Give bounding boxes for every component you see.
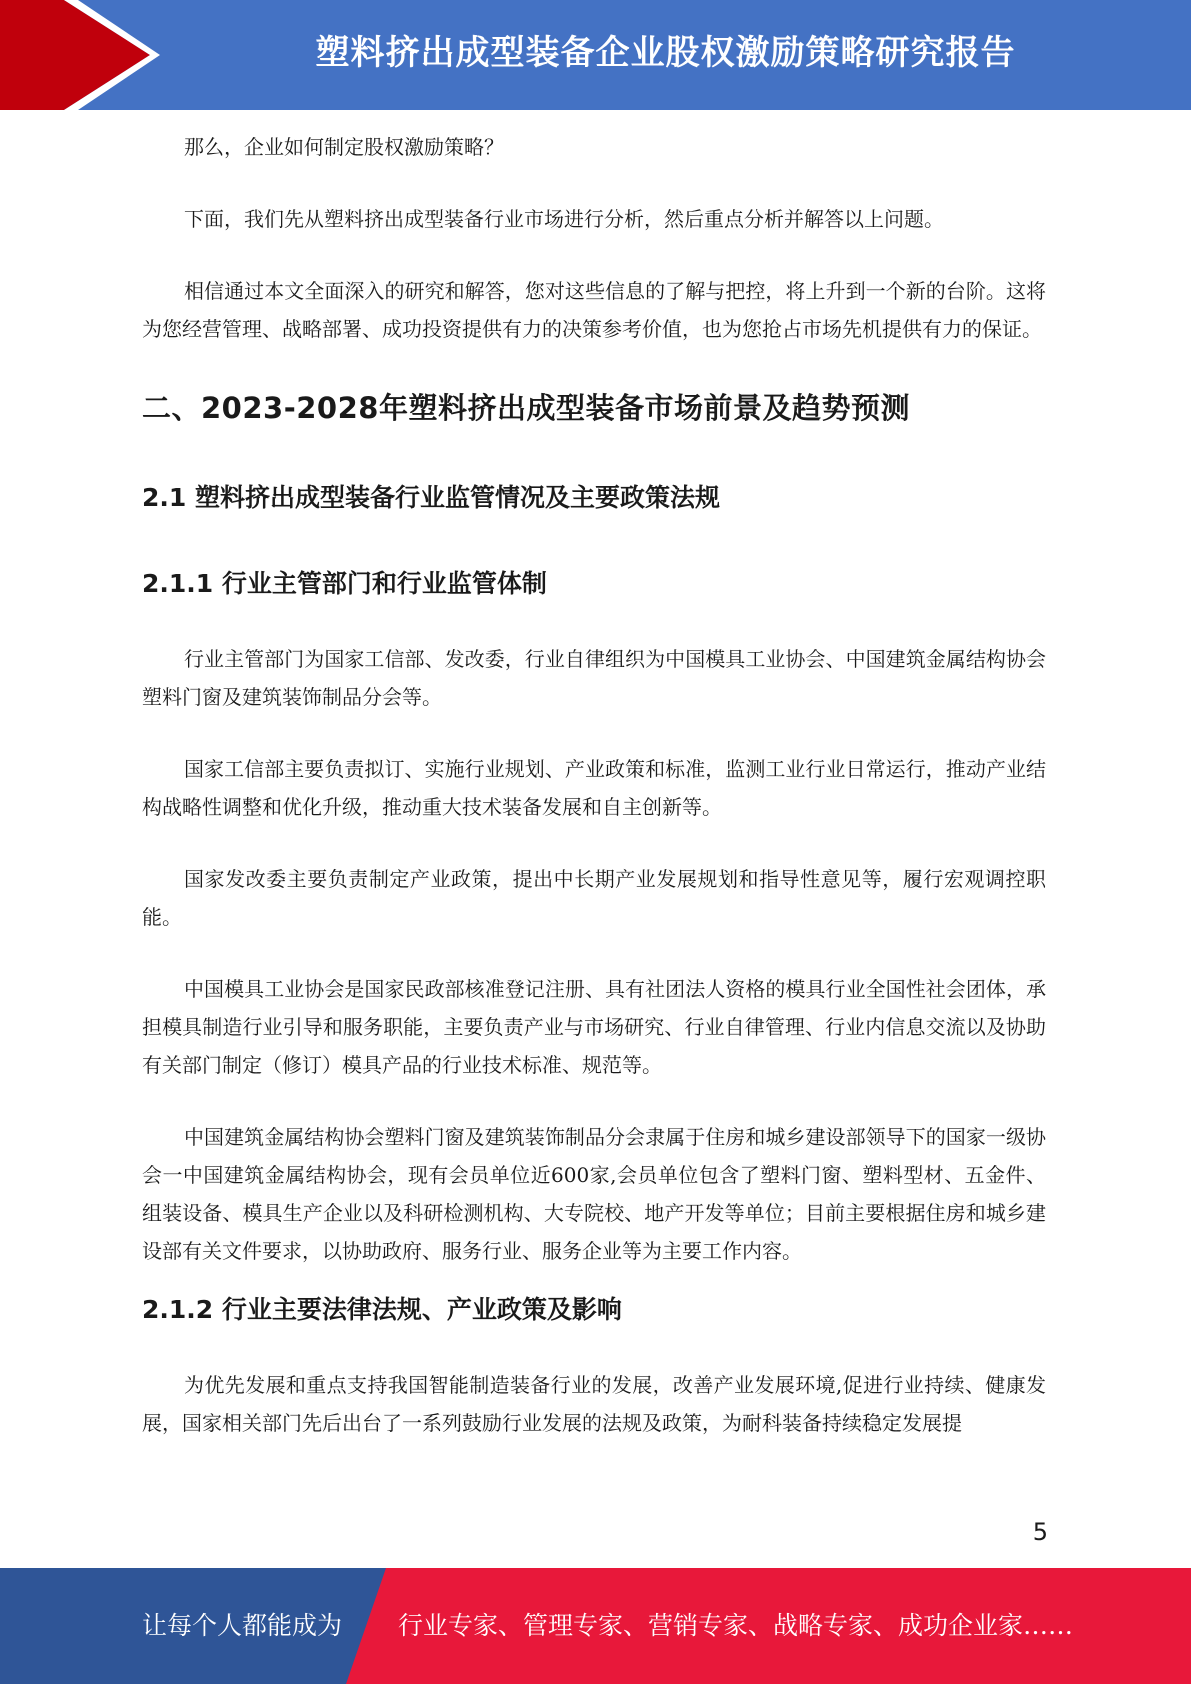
footer-slogan-right: 行业专家、管理专家、营销专家、战略专家、成功企业家…… [398,1611,1074,1640]
section-heading: 二、2023-2028年塑料挤出成型装备市场前景及趋势预测 [142,391,910,425]
body-paragraph: 国家发改委主要负责制定产业政策，提出中长期产业发展规划和指导性意见等，履行宏观调控职能。 [142,867,1046,929]
body-paragraph: 行业主管部门为国家工信部、发改委，行业自律组织为中国模具工业协会、中国建筑金属结构协会塑料门窗及建筑装饰制品分会等。 [142,647,1046,709]
body-paragraph: 中国建筑金属结构协会塑料门窗及建筑装饰制品分会隶属于住房和城乡建设部领导下的国家一级协会一中国建筑金属结构协会，现有会员单位近600家,会员单位包含了塑料门窗、塑料型材、五金件、组装设备、模具生产企业以及科研检测机构、大专院校、地产开发等单位；目前主要根据住房和城乡建设部有关文件要求，以协助政府、服务行业、服务企业等为主要工作内容。 [142,1125,1046,1263]
body-paragraph: 中国模具工业协会是国家民政部核准登记注册、具有社团法人资格的模具行业全国性社会团体，承担模具制造行业引导和服务职能，主要负责产业与市场研究、行业自律管理、行业内信息交流以及协助有关部门制定（修订）模具产品的行业技术标准、规范等。 [142,977,1046,1077]
header-red-arrow [0,0,150,110]
subsection-heading: 2.1 塑料挤出成型装备行业监管情况及主要政策法规 [142,483,720,512]
page-footer [0,1568,1191,1684]
body-paragraph: 为优先发展和重点支持我国智能制造装备行业的发展，改善产业发展环境,促进行业持续、健康发展，国家相关部门先后出台了一系列鼓励行业发展的法规及政策，为耐科装备持续稳定发展提 [142,1373,1046,1435]
subsubsection-heading: 2.1.1 行业主管部门和行业监管体制 [142,569,547,598]
page-header [0,0,1191,110]
intro-paragraph: 相信通过本文全面深入的研究和解答，您对这些信息的了解与把控，将上升到一个新的台阶。这将为您经营管理、战略部署、成功投资提供有力的决策参考价值，也为您抢占市场先机提供有力的保证。 [142,279,1046,341]
page-number: 5 [1032,1518,1048,1546]
page-content [142,128,1046,1476]
body-paragraph: 国家工信部主要负责拟订、实施行业规划、产业政策和标准，监测工业行业日常运行，推动产业结构战略性调整和优化升级，推动重大技术装备发展和自主创新等。 [142,757,1046,819]
footer-slogan-left: 让每个人都能成为 [142,1611,343,1640]
subsubsection-heading: 2.1.2 行业主要法律法规、产业政策及影响 [142,1295,622,1324]
intro-paragraph: 那么，企业如何制定股权激励策略？ [184,135,504,159]
intro-paragraph: 下面，我们先从塑料挤出成型装备行业市场进行分析，然后重点分析并解答以上问题。 [184,207,944,231]
report-title: 塑料挤出成型装备企业股权激励策略研究报告 [315,33,1016,73]
